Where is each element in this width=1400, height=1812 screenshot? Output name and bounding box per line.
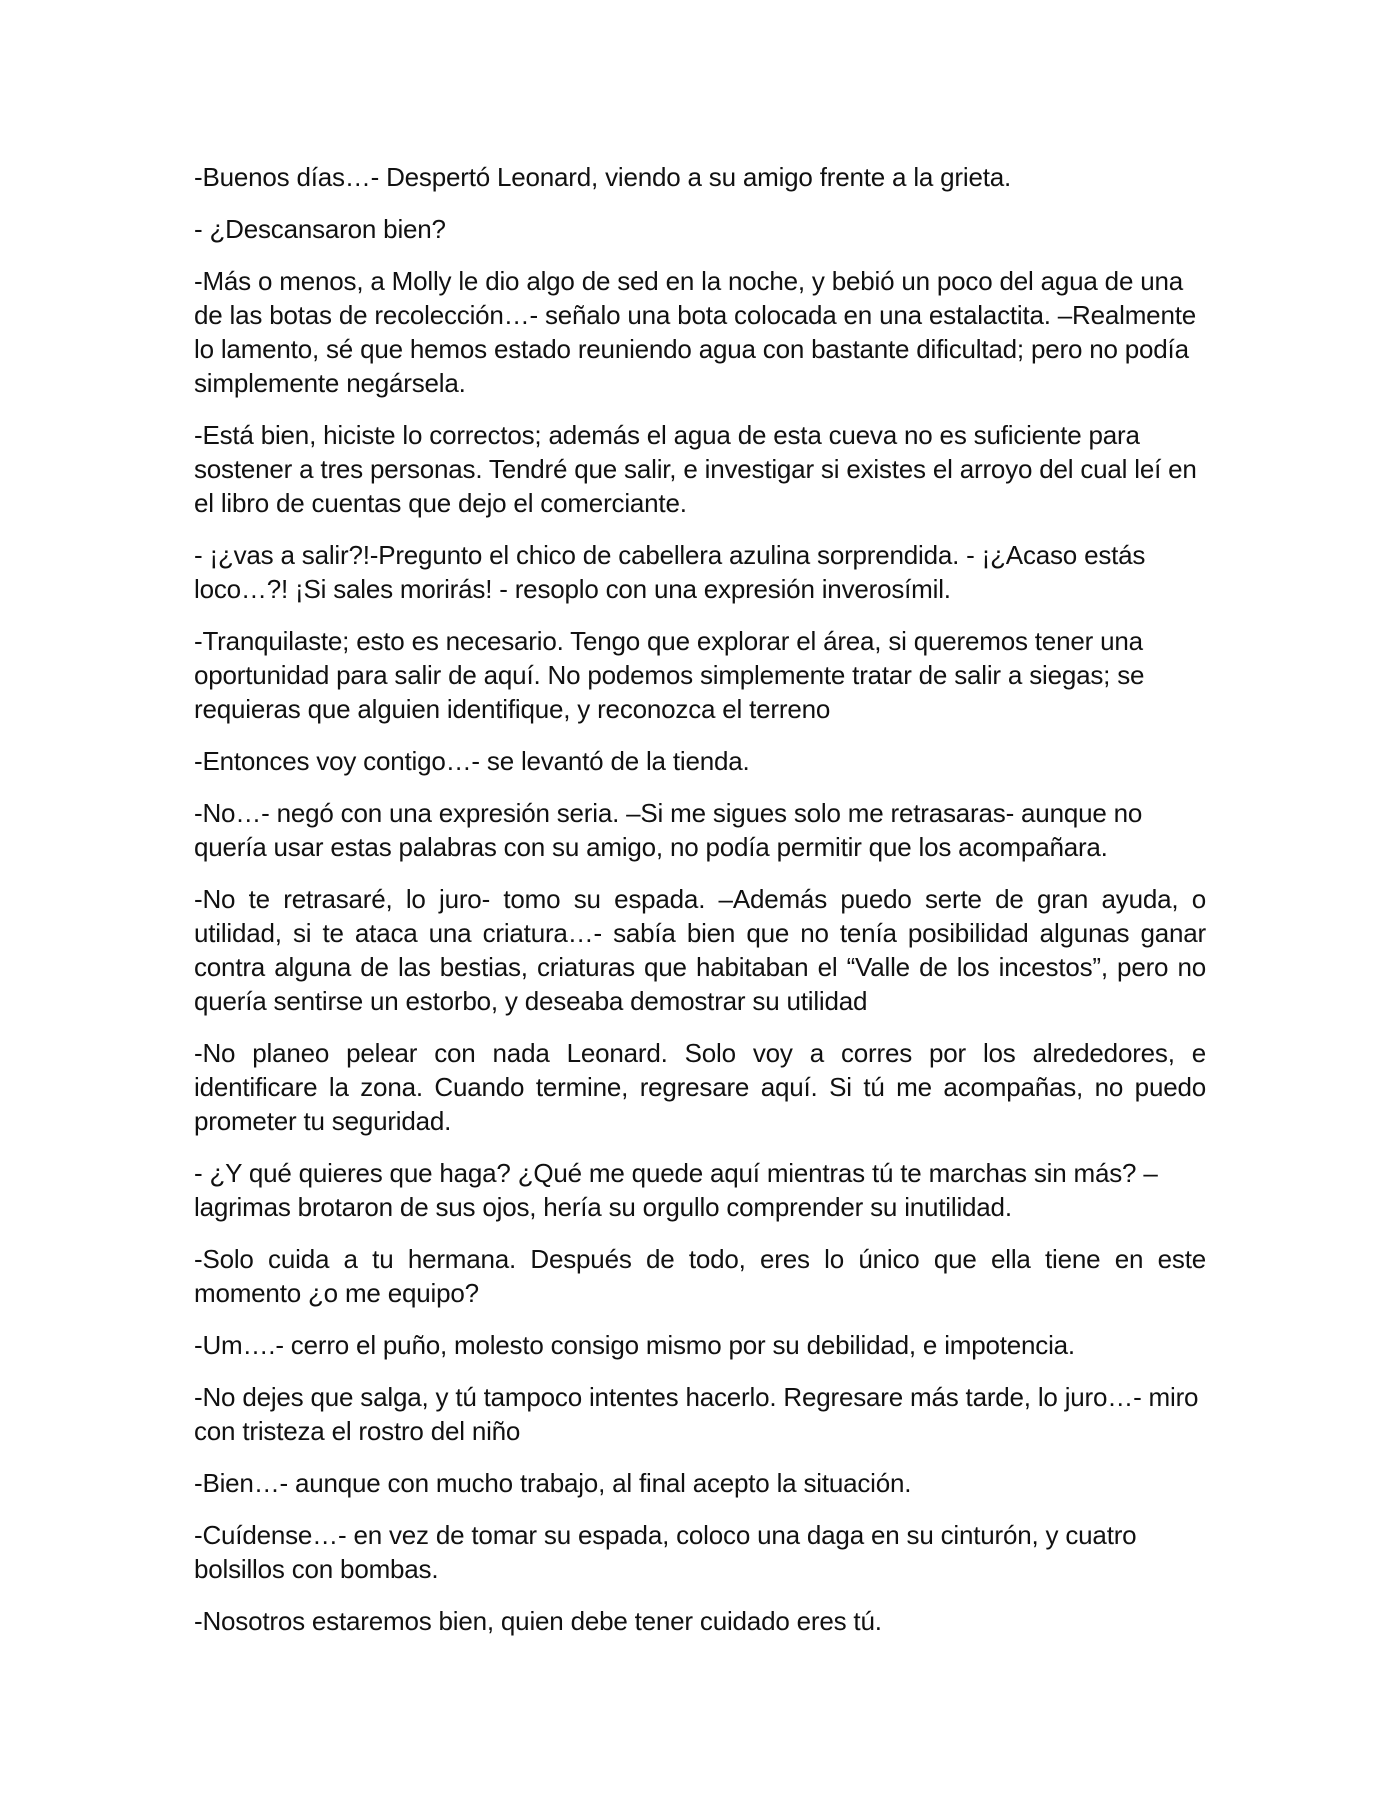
paragraph: -Está bien, hiciste lo correctos; además el agua de esta cueva no es suficiente para sostener a tres personas. Tendré que salir, e investigar si existes el arroyo del cual leí en el libro de cuentas que dejo el comerciante.	[194, 420, 1197, 518]
paragraph: -Más o menos, a Molly le dio algo de sed en la noche, y bebió un poco del agua de una de las botas de recolección…- señalo una bota colocada en una estalactita. –Realmente lo lamento, sé que hemos estado reuniendo agua con bastante dificultad; pero no podía simplemente negársela.	[194, 266, 1196, 398]
paragraph: - ¡¿vas a salir?!-Pregunto el chico de cabellera azulina sorprendida. - ¡¿Acaso estás loco…?! ¡Si sales morirás! - resoplo con una expresión inverosímil.	[194, 540, 1146, 604]
paragraph: -Nosotros estaremos bien, quien debe tener cuidado eres tú.	[194, 1606, 882, 1636]
paragraph: -Solo cuida a tu hermana. Después de todo, eres lo único que ella tiene en este momento ¿o me equipo?	[194, 1244, 1206, 1308]
paragraph: -No dejes que salga, y tú tampoco intentes hacerlo. Regresare más tarde, lo juro…- miro con tristeza el rostro del niño	[194, 1382, 1199, 1446]
paragraph: - ¿Descansaron bien?	[194, 214, 446, 244]
paragraph: -Bien…- aunque con mucho trabajo, al final acepto la situación.	[194, 1468, 912, 1498]
paragraph: -No planeo pelear con nada Leonard. Solo voy a corres por los alrededores, e identificare la zona. Cuando termine, regresare aquí. Si tú me acompañas, no puedo prometer tu seguridad.	[194, 1038, 1206, 1136]
paragraph: -Tranquilaste; esto es necesario. Tengo que explorar el área, si queremos tener una oportunidad para salir de aquí. No podemos simplemente tratar de salir a siegas; se requieras que alguien identifique, y reconozca el terreno	[194, 626, 1145, 724]
paragraph: -Cuídense…- en vez de tomar su espada, coloco una daga en su cinturón, y cuatro bolsillos con bombas.	[194, 1520, 1137, 1584]
paragraph: -Buenos días…- Despertó Leonard, viendo a su amigo frente a la grieta.	[194, 162, 1012, 192]
paragraph: -No…- negó con una expresión seria. –Si me sigues solo me retrasaras- aunque no quería usar estas palabras con su amigo, no podía permitir que los acompañara.	[194, 798, 1143, 862]
paragraph: -No te retrasaré, lo juro- tomo su espada. –Además puedo serte de gran ayuda, o utilidad, si te ataca una criatura…- sabía bien que no tenía posibilidad algunas ganar contra alguna de las bestias, criaturas que habitaban el “Valle de los incestos”, pero no quería sentirse un estorbo, y deseaba demostrar su utilidad	[194, 884, 1206, 1016]
paragraph: -Um….- cerro el puño, molesto consigo mismo por su debilidad, e impotencia.	[194, 1330, 1075, 1360]
paragraph: - ¿Y qué quieres que haga? ¿Qué me quede aquí mientras tú te marchas sin más? – lagrimas brotaron de sus ojos, hería su orgullo comprender su inutilidad.	[194, 1158, 1158, 1222]
paragraph: -Entonces voy contigo…- se levantó de la tienda.	[194, 746, 750, 776]
document-body	[194, 160, 1206, 1656]
